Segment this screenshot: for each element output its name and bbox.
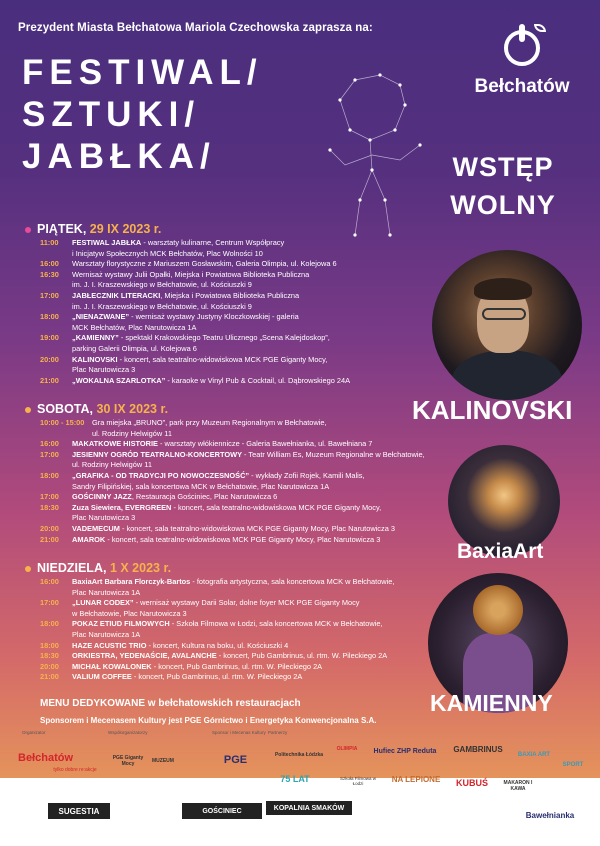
program-time: 21:00 (40, 375, 59, 385)
program-item (40, 577, 435, 588)
program-time: 18:00 (40, 640, 59, 650)
belchatow-city-logo (462, 30, 582, 98)
program-continuation: ul. Rodziny Helwigów 11 (72, 460, 152, 470)
kalinovski-photo (432, 250, 582, 400)
logo-text: Bełchatów (18, 752, 74, 764)
menu-note: MENU DEDYKOWANE w bełchatowskich restauracjach (40, 698, 301, 709)
program-text (72, 651, 435, 662)
program-text (72, 524, 450, 535)
program-time: 16:00 (40, 259, 59, 269)
program-title: JESIENNY OGRÓD TEATRALNO-KONCERTOWY (72, 449, 242, 459)
program-continuation: parking Galerii Olimpia, ul. Kolejowa 6 (72, 343, 197, 353)
program-text (72, 662, 435, 673)
program-item (40, 651, 435, 662)
program-item (40, 291, 410, 302)
program-text (72, 492, 450, 503)
program-desc: Warsztaty florystyczne z Mariuszem Gosławskim, Galeria Olimpia, ul. Kolejowa 6 (72, 259, 337, 269)
program-desc: - koncert, sala teatralno-widowiskowa MCK PGE Giganty Mocy, Plac Narutowicza 3 (119, 523, 395, 533)
program-item (40, 503, 450, 514)
program-time: 17:00 (40, 598, 59, 608)
program-text (72, 259, 410, 270)
logo-pge-giganty: PGE Giganty Mocy (112, 755, 144, 767)
program-text (72, 598, 435, 609)
leaf-icon (534, 24, 546, 32)
program-item (40, 270, 410, 281)
program-time: 18:00 (40, 619, 59, 629)
program-desc: , Miejska i Powiatowa Biblioteka Publiczna (160, 290, 300, 300)
day-date: 29 IX 2023 r. (89, 222, 162, 236)
program-desc: - Szkoła Filmowa w Łodzi, sala koncertowa MCK w Bełchatowie, (169, 619, 383, 629)
program-desc: - wykłady Zofii Rojek, Kamili Malis, (249, 470, 365, 480)
day-date: 30 IX 2023 r. (96, 402, 169, 416)
performer-baxiaart: BaxiaArt (457, 540, 544, 563)
logo-hufiec-zhp: Hufiec ZHP Reduta (373, 747, 437, 755)
label-coorganizers: Współorganizatorzy (108, 730, 148, 735)
program-time: 17:00 (40, 492, 59, 502)
program-item (40, 524, 450, 535)
program-time: 19:00 (40, 333, 59, 343)
program-text (72, 291, 410, 302)
program-title: ORKIESTRA, YEDENAŚCIE, AVALANCHE (72, 651, 217, 661)
city-name: Bełchatów (474, 76, 570, 97)
logo-bawelnianka: Bawełnianka (525, 810, 575, 820)
friday-program (40, 238, 410, 386)
program-time: 20:00 (40, 661, 59, 671)
program-time: 20:00 (40, 523, 59, 533)
saturday-program (40, 418, 450, 545)
program-desc: - spektakl Krakowskiego Teatru Ulicznego „Scena Kalejdoskop”, (118, 333, 330, 343)
day-label: NIEDZIELA, (37, 561, 107, 575)
program-time: 17:00 (40, 449, 59, 459)
program-title: HAZE ACUSTIC TRIO (72, 640, 147, 650)
logo-sugestia: SUGESTIA (48, 803, 110, 819)
program-desc: - koncert, Pub Gambrinus, ul. rtm. W. Pileckiego 2A (151, 661, 323, 671)
sponsor-note: Sponsorem i Mecenasem Kultury jest PGE Górnictwo i Energetyka Konwencjonalna S.A. (40, 716, 377, 725)
program-desc: - koncert, Pub Gambrinus, ul. rtm. W. Pileckiego 2A (216, 651, 388, 661)
bullet-icon (25, 407, 31, 413)
program-text (72, 450, 450, 461)
day-friday-heading (25, 222, 161, 236)
program-text (72, 619, 435, 630)
program-text (72, 535, 450, 546)
bullet-icon (25, 227, 31, 233)
program-continuation: Plac Narutowicza 1A (72, 629, 141, 639)
program-continuation: ul. Rodziny Helwigów 11 (92, 428, 172, 438)
logo-olimpia: OLIMPIA (336, 746, 358, 752)
program-item (40, 312, 410, 323)
program-continuation: MCK Bełchatów, Plac Narutowicza 1A (72, 322, 197, 332)
program-continuation: Plac Narutowicza 3 (72, 513, 136, 523)
day-saturday-heading (25, 402, 168, 416)
program-title: „NIENAZWANE” (72, 312, 130, 322)
program-item (40, 641, 435, 652)
logo-makaron-i-kawa: MAKARON I KAWA (503, 780, 533, 792)
host-line: Prezydent Miasta Bełchatowa Mariola Czechowska zaprasza na: (18, 22, 373, 34)
program-continuation: Plac Narutowicza 3 (72, 365, 136, 375)
program-item (40, 439, 450, 450)
program-time: 11:00 (40, 238, 59, 247)
program-time: 21:00 (40, 672, 59, 682)
partner-logos (0, 735, 600, 845)
program-item (40, 598, 435, 609)
logo-kopalnia-smakow: KOPALNIA SMAKÓW (266, 801, 352, 815)
program-time: 18:30 (40, 502, 59, 512)
program-continuation: w Bełchatowie, Plac Narutowicza 3 (72, 608, 187, 618)
program-desc: - koncert, sala teatralno-widowiskowa MCK PGE Giganty Mocy, (117, 354, 328, 364)
program-item (40, 535, 450, 546)
program-title: GOŚCINNY JAZZ (72, 492, 132, 502)
program-time: 18:00 (40, 312, 59, 322)
program-desc: - wernisaż wystawy Darii Solar, dolne foyer MCK PGE Giganty Mocy (133, 598, 360, 608)
program-desc: - Teatr William Es, Muzeum Regionalne w Bełchatowie, (242, 449, 425, 459)
program-text (72, 333, 410, 344)
program-continuation: im. J. I. Kraszewskiego w Bełchatowie, ul. Kościuszki 9 (72, 280, 252, 290)
program-title: MICHAŁ KOWALONEK (72, 661, 152, 671)
program-text (72, 312, 410, 323)
logo-politechnika: Politechnika Łódzka (274, 752, 324, 758)
program-title: FESTIWAL JABŁKA (72, 238, 142, 247)
program-time: 18:30 (40, 651, 59, 661)
program-item (40, 471, 450, 482)
program-title: BaxiaArt Barbara Florczyk-Bartos (72, 577, 191, 586)
logo-pge: PGE (223, 754, 248, 766)
program-time: 21:00 (40, 534, 59, 544)
program-item (40, 418, 450, 429)
program-desc: - wernisaż wystawy Justyny Kloczkowskiej - galeria (129, 312, 299, 322)
program-desc: - koncert, sala teatralno-widowiskowa MCK PGE Giganty Mocy, (171, 502, 382, 512)
program-item (40, 238, 410, 249)
program-time: 17:00 (40, 290, 59, 300)
program-desc: - warsztaty włókiennicze - Galeria Bawełnianka, ul. Bawełniana 7 (157, 439, 373, 449)
program-desc: - koncert, sala teatralno-widowiskowa MCK PGE Giganty Mocy, Plac Narutowicza 3 (105, 534, 381, 544)
program-title: KALINOVSKI (72, 354, 118, 364)
program-text (72, 641, 435, 652)
power-apple-icon (504, 30, 540, 66)
label-partners: Partnerzy (268, 730, 288, 735)
title-line-2: SZTUKI/ (22, 95, 201, 134)
free-entry-line-1: WSTĘP (452, 152, 554, 182)
program-item (40, 619, 435, 630)
logo-tagline: tylko dobre re:akcje (53, 767, 97, 773)
program-desc: , Restauracja Gościniec, Plac Narutowicza 6 (131, 492, 278, 502)
program-title: VALIUM COFFEE (72, 672, 132, 682)
program-item (40, 259, 410, 270)
program-desc: - warsztaty kulinarne, Centrum Współpracy (141, 238, 285, 247)
program-text (72, 577, 435, 588)
title-line-3: JABŁKA/ (22, 137, 216, 176)
program-item (40, 376, 410, 387)
program-continuation: i Inicjatyw Społecznych MCK Bełchatów, Plac Wolności 10 (72, 248, 263, 258)
program-continuation: Plac Narutowicza 1A (72, 587, 141, 597)
program-text (72, 672, 435, 683)
program-item (40, 355, 410, 366)
logo-muzeum: MUZEUM (152, 758, 174, 764)
program-item (40, 492, 450, 503)
program-time: 16:00 (40, 577, 59, 586)
program-text (72, 238, 410, 249)
logo-sport: SPORT (562, 762, 584, 768)
free-entry-line-2: WOLNY (450, 190, 556, 220)
logo-szkola-filmowa: Szkoła Filmowa w Łodzi (339, 776, 376, 786)
program-title: „KAMIENNY” (72, 333, 119, 343)
performer-kalinovski: KALINOVSKI (412, 395, 573, 425)
program-text (72, 503, 450, 514)
program-desc: - koncert, Kultura na boku, ul. Kościuszki 4 (146, 640, 289, 650)
program-text (72, 355, 410, 366)
program-text (72, 270, 410, 281)
program-item (40, 333, 410, 344)
program-title: Zuza Siewiera, EVERGREEN (72, 502, 172, 512)
program-title: MAKATKOWE HISTORIE (72, 439, 158, 449)
label-organizer: Organizator (22, 730, 46, 735)
program-text (72, 376, 410, 387)
program-continuation: Sandry Filipińskiej, sala koncertowa MCK w Bełchatowie, Plac Narutowicza 1A (72, 481, 330, 491)
program-desc: Wernisaż wystawy Julii Opałki, Miejska i Powiatowa Biblioteka Publiczna (72, 269, 310, 279)
festival-title (22, 52, 263, 178)
program-title: AMAROK (72, 534, 106, 544)
logo-na-lepione: NA LEPIONE (391, 774, 441, 784)
program-desc: Gra miejska „BRUNO”, park przy Muzeum Regionalnym w Bełchatowie, (92, 418, 327, 427)
logo-gosciniec: GOŚCINIEC (182, 803, 262, 819)
sunday-program (40, 577, 435, 683)
day-label: SOBOTA, (37, 402, 94, 416)
program-text (92, 418, 450, 429)
logo-75-lat: 75 LAT (280, 774, 310, 784)
program-time: 10:00 - 15:00 (40, 418, 85, 427)
logo-gambrinus: GAMBRINUS (453, 744, 503, 754)
logo-kubus: KUBUŚ (455, 778, 488, 788)
day-date: 1 X 2023 r. (109, 561, 172, 575)
program-item (40, 450, 450, 461)
program-time: 18:00 (40, 470, 59, 480)
program-title: „GRAFIKA - OD TRADYCJI PO NOWOCZESNOŚĆ” (72, 470, 250, 480)
program-desc: - fotografia artystyczna, sala koncertowa MCK w Bełchatowie, (190, 577, 395, 586)
program-title: „LUNAR CODEX” (72, 598, 134, 608)
logo-baxia-art: BAXIA ART (517, 752, 551, 758)
program-text (72, 439, 450, 450)
bullet-icon (25, 566, 31, 572)
program-item (40, 662, 435, 673)
program-time: 16:00 (40, 439, 59, 449)
program-title: VADEMECUM (72, 523, 120, 533)
program-desc: - karaoke w Vinyl Pub & Cocktail, ul. Dąbrowskiego 24A (165, 375, 351, 385)
program-title: JABŁECZNIK LITERACKI (72, 290, 161, 300)
title-line-1: FESTIWAL/ (22, 53, 263, 92)
free-entry (428, 148, 578, 224)
label-sponsor: Sponsor i Mecenas Kultury (212, 730, 266, 735)
program-title: POKAZ ETIUD FILMOWYCH (72, 619, 170, 629)
performer-kamienny: KAMIENNY (430, 690, 553, 716)
program-item (40, 672, 435, 683)
program-title: „WOKALNA SZARLOTKA” (72, 375, 166, 385)
day-sunday-heading (25, 561, 171, 575)
program-desc: - koncert, Pub Gambrinus, ul. rtm. W. Pileckiego 2A (131, 672, 303, 682)
day-label: PIĄTEK, (37, 222, 87, 236)
program-continuation: im. J. I. Kraszewskiego w Bełchatowie, ul. Kościuszki 9 (72, 301, 252, 311)
program-text (72, 471, 450, 482)
program-time: 16:30 (40, 269, 59, 279)
program-time: 20:00 (40, 354, 59, 364)
